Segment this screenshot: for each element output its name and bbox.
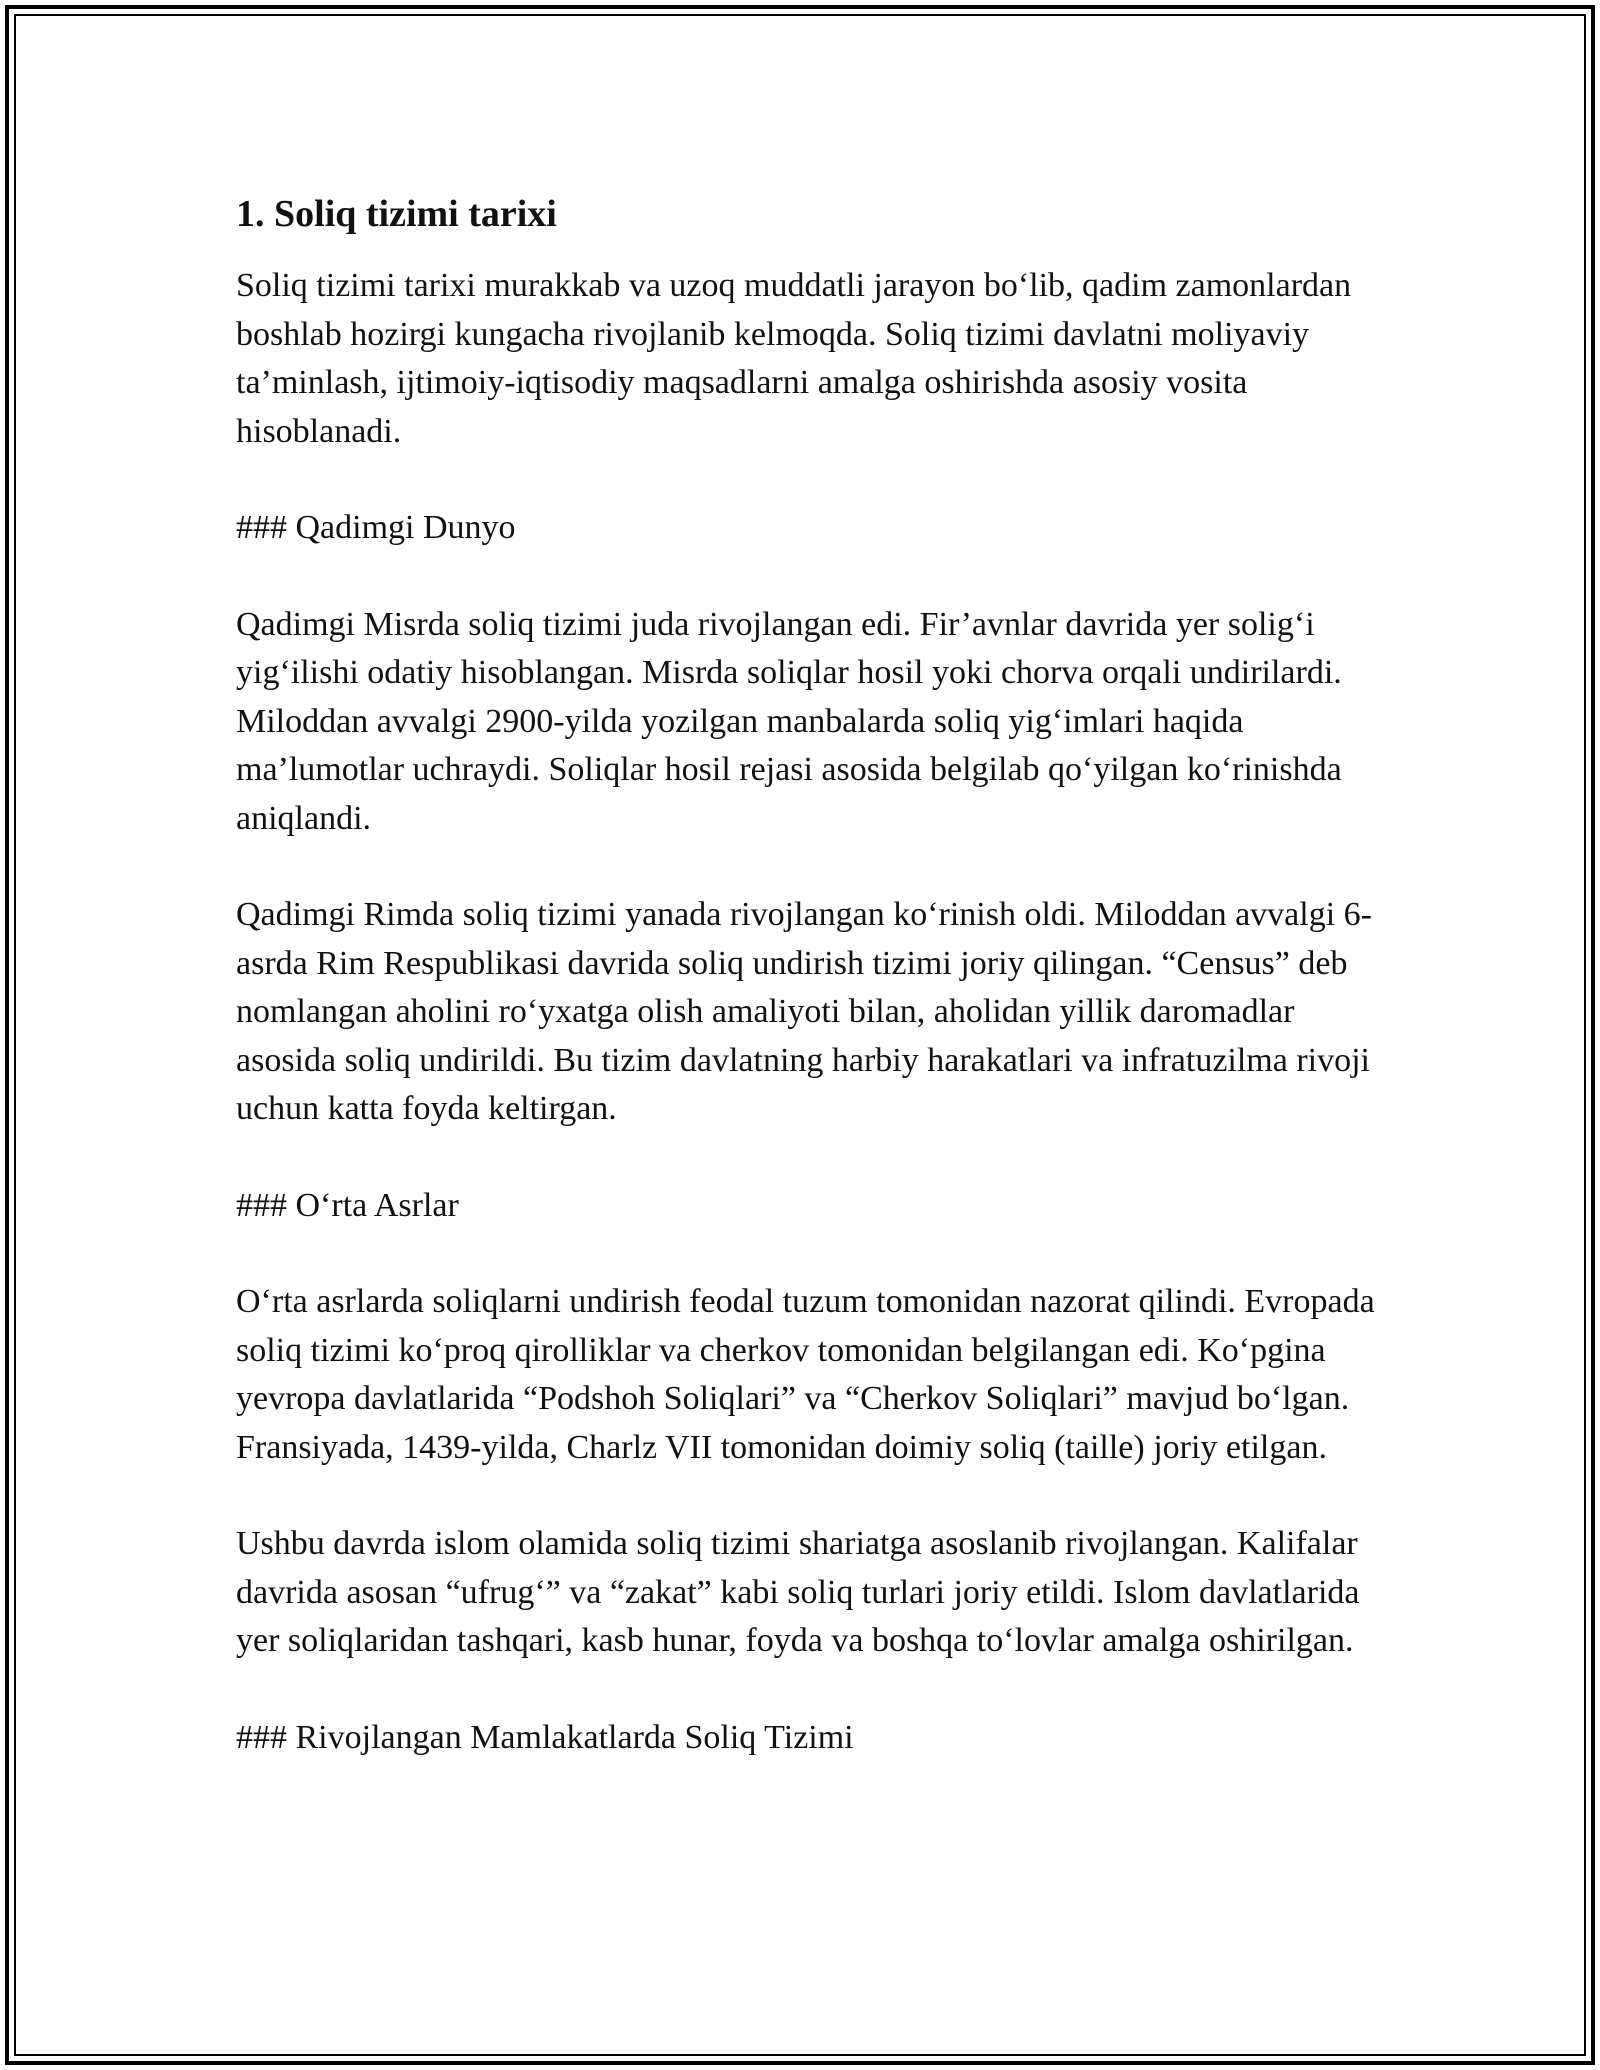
document-body — [236, 190, 1396, 1810]
paragraph-middle-ages-islam: Ushbu davrda islom olamida soliq tizimi shariatga asoslanib rivojlangan. Kalifalar davrida asosan “ufrug‘” va “zakat” kabi soliq turlari joriy etildi. Islom davlatlarida yer soliqlaridan tashqari, kasb hunar, foyda va boshqa to‘lovlar amalga oshirilgan. — [236, 1525, 1360, 1659]
paragraph-middle-ages-europe: O‘rta asrlarda soliqlarni undirish feodal tuzum tomonidan nazorat qilindi. Evropada soliq tizimi ko‘proq qirolliklar va cherkov tomonidan belgilangan edi. Ko‘pgina yevropa davlatlarida “Podshoh Soliqlari” va “Cherkov Soliqlari” mavjud bo‘lgan. Fransiyada, 1439-yilda, Charlz VII tomonidan doimiy soliq (taille) joriy etilgan. — [236, 1283, 1375, 1466]
section-heading-ancient-world: ### Qadimgi Dunyo — [236, 509, 516, 546]
document-title: 1. Soliq tizimi tarixi — [236, 193, 557, 235]
paragraph-intro: Soliq tizimi tarixi murakkab va uzoq muddatli jarayon bo‘lib, qadim zamonlardan boshlab hozirgi kungacha rivojlanib kelmoqda. Soliq tizimi davlatni moliyaviy ta’minlash, ijtimoiy-iqtisodiy maqsadlarni amalga oshirishda asosiy vosita hisoblanadi. — [236, 267, 1352, 450]
section-heading-middle-ages: ### O‘rta Asrlar — [236, 1186, 459, 1224]
section-heading-developed-countries: ### Rivojlangan Mamlakatlarda Soliq Tizimi — [236, 1718, 854, 1756]
paragraph-ancient-rome: Qadimgi Rimda soliq tizimi yanada rivojlangan ko‘rinish oldi. Miloddan avvalgi 6-asrda Rim Respublikasi davrida soliq undirish tizimi joriy qilingan. “Census” deb nomlangan aholini ro‘yxatga olish amaliyoti bilan, aholidan yillik daromadlar asosida soliq undirildi. Bu tizim davlatning harbiy harakatlari va infratuzilma rivoji uchun katta foyda keltirgan. — [236, 896, 1372, 1127]
paragraph-ancient-egypt: Qadimgi Misrda soliq tizimi juda rivojlangan edi. Fir’avnlar davrida yer solig‘i yig‘ilishi odatiy hisoblangan. Misrda soliqlar hosil yoki chorva orqali undirilardi. Miloddan avvalgi 2900-yilda yozilgan manbalarda soliq yig‘imlari haqida ma’lumotlar uchraydi. Soliqlar hosil rejasi asosida belgilab qo‘yilgan ko‘rinishda aniqlandi. — [236, 605, 1342, 837]
